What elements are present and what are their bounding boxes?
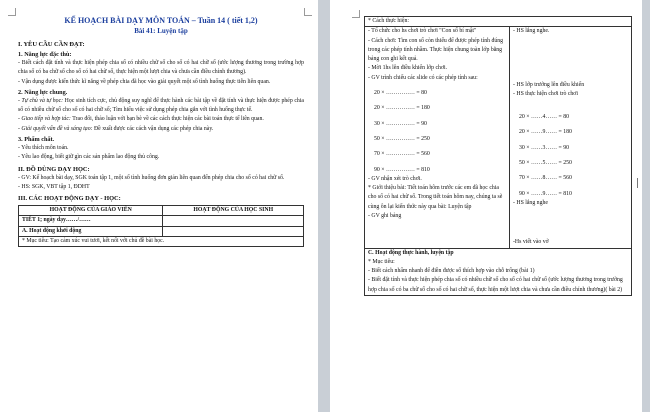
activities-table [18, 205, 304, 247]
calc-line: 30 × …………… = 90 [374, 120, 427, 127]
section-c-paragraph: - Biết cách nhẩm nhanh để điền được số thích hợp vào chỗ trống (bài 1) [368, 268, 535, 275]
paragraph [18, 97, 304, 116]
student-activities [510, 27, 632, 248]
student-step: - HS lắng nghe [513, 199, 548, 206]
paragraph-text: Trao đổi, thảo luận với bạn bè về các cách thực hiện các bài toán thực tế liên quan. [70, 116, 264, 123]
table-header-teacher: HOẠT ĐỘNG CỦA GIÁO VIÊN [19, 206, 163, 216]
teacher-step: - GV nhận xét trò chơi. [368, 175, 422, 182]
paragraph: - GV: Kế hoạch bài dạy, SGK toán tập 1, một số tình huống đơn giản liên quan đến phép chia cho số có hai chữ số. [18, 174, 285, 181]
text-cursor-mark [637, 178, 640, 188]
crop-mark [352, 10, 360, 18]
subsection-heading: 2. Năng lực chung. [18, 88, 68, 96]
section-c [365, 248, 632, 295]
calc-line: 70 × …………… = 560 [374, 151, 430, 158]
table-row: TIẾT 1; ngày dạy……/…… [19, 216, 163, 226]
document-page-left [0, 0, 318, 412]
paragraph: - Yêu thích môn toán. [18, 145, 69, 152]
teacher-activities [365, 27, 510, 248]
paragraph [18, 115, 304, 124]
calc-answer: 90 × ……9…… = 810 [519, 190, 572, 197]
lesson-subtitle: Bài 41: Luyện tập [134, 27, 188, 35]
calc-line: 20 × …………… = 80 [374, 90, 427, 97]
section-c-paragraph: - Biết đặt tính và thực hiện phép chia số có nhiều chữ số cho số có hai chữ số (ước lượng thương trong trường hợp chia số có ba chữ số cho số có hai chữ số, thực hiện một lượt chia và chưa cần điều chỉnh thương)( bài 2) [368, 277, 623, 293]
teacher-step: - Mời 1hs lên điều khiển lớp chơi. [368, 65, 448, 72]
subsection-heading: 3. Phẩm chất. [18, 136, 55, 144]
lesson-title: KẾ HOẠCH BÀI DẠY MÔN TOÁN – Tuần 14 ( tiết 1,2) [64, 16, 258, 25]
calc-answer: 20 × ……4…… = 80 [519, 114, 570, 121]
student-step: -Hs viết vào vở [513, 239, 549, 246]
section-c-goal: * Mục tiêu: [368, 258, 395, 265]
section-c-heading: C. Hoạt động thực hành, luyện tập [368, 249, 454, 256]
teacher-step: - Tổ chức cho hs chơi trò chơi "Con số bí mật" [368, 28, 477, 35]
calc-answer: 20 × ……9…… = 180 [519, 129, 572, 136]
crop-mark [304, 8, 312, 16]
calc-line: 50 × …………… = 250 [374, 135, 430, 142]
paragraph: - Vận dụng được kiến thức kĩ năng về phép chia đã học vào giải quyết một số tình huống thực tiễn liên quan. [18, 78, 271, 85]
crop-mark [8, 8, 16, 16]
table-cell-empty [163, 226, 304, 236]
paragraph [18, 125, 304, 134]
document-page-right [330, 0, 642, 412]
italic-label: - Giao tiếp và hợp tác: [18, 116, 71, 123]
table-row: A. Hoạt động khởi động [19, 226, 163, 236]
activities-table-continued [364, 16, 632, 296]
calc-answer: 50 × ……5…… = 250 [519, 160, 572, 167]
table-row: * Cách thực hiện: [365, 17, 632, 27]
teacher-step: - Cách chơi: Tìm con số còn thiếu để được phép tính đúng trong các phép tính nhầm. Thực hiện chung toàn lớp bằng bảng con ghi kết quả. [368, 37, 504, 63]
student-step: - HS lắng nghe. [513, 28, 550, 35]
teacher-step: - GV ghi bảng [368, 213, 402, 220]
italic-label: - Tự chủ và tự học: [18, 97, 64, 104]
student-step: - HS thực hiện chơi trò chơi [513, 90, 578, 97]
paragraph-text: Đề xuất được các cách vận dụng các phép chia này. [92, 125, 214, 132]
student-step: - HS lớp trưởng lên điều khiển [513, 81, 585, 88]
section-heading: II. ĐỒ DÙNG DẠY HỌC: [18, 165, 90, 173]
calc-line: 90 × …………… = 810 [374, 166, 430, 173]
calc-answer: 70 × ……8…… = 560 [519, 175, 572, 182]
subsection-heading: 1. Năng lực đặc thù: [18, 51, 72, 58]
calc-answer: 30 × ……3…… = 90 [519, 144, 570, 151]
table-row: * Mục tiêu: Tạo cảm xúc vui tươi, kết nối với chủ đề bài học. [19, 236, 304, 246]
calc-line: 20 × …………… = 180 [374, 105, 430, 112]
section-heading: III. CÁC HOẠT ĐỘNG DẠY - HỌC: [18, 195, 121, 203]
paragraph: - HS: SGK, VBT tập 1, ĐDHT [18, 183, 90, 190]
table-cell-empty [163, 216, 304, 226]
section-heading: I. YÊU CẦU CẦN ĐẠT: [18, 41, 85, 48]
paragraph-text: Học sinh tích cực, chủ động suy nghĩ để thực hành các bài tập về đặt tính và thực hiện được phép chia số có nhiều chữ số cho số có hai chữ số; Tìm hiểu việc sử dụng phép chia gắn với tình huống thực tế. [18, 97, 304, 114]
italic-label: - Giải quyết vấn đề và sáng tạo: [18, 125, 93, 132]
teacher-step: - GV trình chiếu các slide có các phép tính sau: [368, 74, 478, 81]
paragraph: - Yêu lao động, biết giữ gìn các sản phẩm lao động thủ công. [18, 154, 160, 161]
teacher-step: * Giới thiệu bài: Tiết toán hôm trước các em đã học chia cho số có hai chữ số. Trong tiết toán hôm nay, chúng ta sẽ cùng ôn lại kiến thức này qua bài: Luyện tập [368, 185, 503, 210]
paragraph: - Biết cách đặt tính và thực hiện phép chia số có nhiều chữ số cho số có hai chữ số (ước lượng thương trong trường hợp chia số có ba chữ số cho số có hai chữ số, thực hiện một lượt chia và chưa cần điều chỉnh thương). [18, 60, 304, 76]
table-header-student: HOẠT ĐỘNG CỦA HỌC SINH [163, 206, 304, 216]
